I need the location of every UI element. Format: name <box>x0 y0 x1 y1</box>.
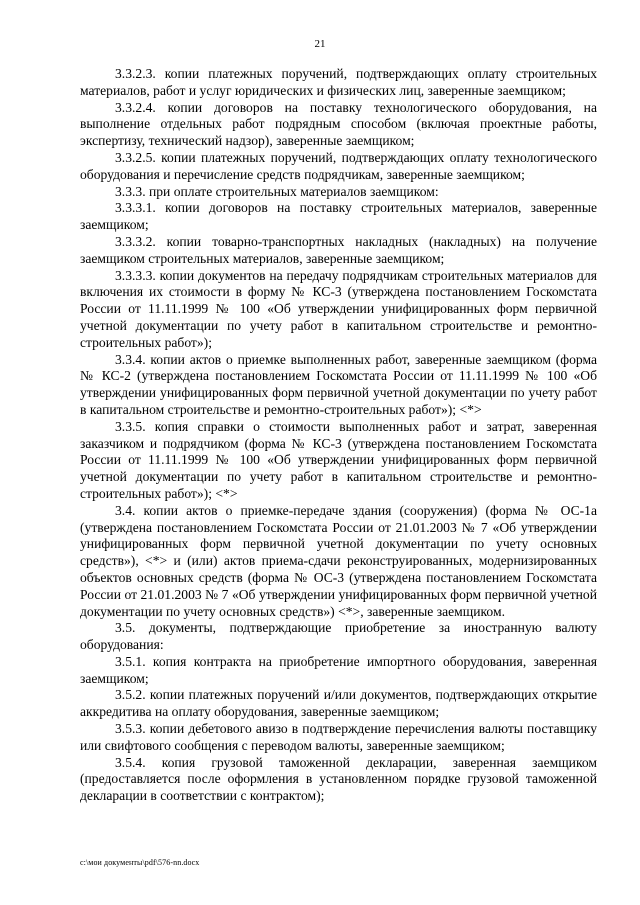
paragraph-3-3-3-2: 3.3.3.2. копии товарно-транспортных накладных (накладных) на получение заемщиком строительных материалов, заверенные заемщиком; <box>80 233 597 266</box>
paragraph-3-3-2-4: 3.3.2.4. копии договоров на поставку технологического оборудования, на выполнение отдельных работ подрядным способом (включая проектные работы, экспертизу, технический надзор), заверенные заемщиком; <box>80 99 597 149</box>
footer-file-path: c:\мои документы\pdf\576-nn.docx <box>80 858 200 867</box>
paragraph-3-5-3: 3.5.3. копии дебетового авизо в подтверждение перечисления валюты поставщику или свифтового сообщения с переводом валюты, заверенные заемщиком; <box>80 721 597 753</box>
paragraph-3-5: 3.5. документы, подтверждающие приобретение за иностранную валюту оборудования: <box>80 620 597 653</box>
paragraph-3-3-4: 3.3.4. копии актов о приемке выполненных работ, заверенные заемщиком (форма № КС-2 (утверждена постановлением Госкомстата России от 11.11.1999 № 100 «Об утверждении унифицированных форм первичной учетной документации по учету работ в капитальном строительстве и ремонтно-строительных работ»); <*> <box>80 351 597 417</box>
paragraph-3-4: 3.4. копии актов о приемке-передаче здания (сооружения) (форма № ОС-1а (утверждена постановлением Госкомстата России от 21.01.2003 № 7 «Об утверждении унифицированных форм первичной учетной документации по учету основных средств»), <*> и (или) актов приема-сдачи реконструированных, модернизированных объектов основных средств (форма № ОС-3 (утверждена постановлением Госкомстата России от 21.01.2003 № 7 «Об утверждении унифицированных форм первичной учетной документации по учету основных средств») <*>, заверенные заемщиком. <box>80 502 597 619</box>
paragraph-3-3-3: 3.3.3. при оплате строительных материалов заемщиком: <box>115 183 439 199</box>
paragraph-3-3-2-3: 3.3.2.3. копии платежных поручений, подтверждающих оплату строительных материалов, работ и услуг юридических и физических лиц, заверенные заемщиком; <box>80 66 597 98</box>
document-body <box>80 66 597 805</box>
paragraph-3-5-1: 3.5.1. копия контракта на приобретение импортного оборудования, заверенная заемщиком; <box>80 653 597 686</box>
paragraph-3-3-3-3: 3.3.3.3. копии документов на передачу подрядчикам строительных материалов для включения их стоимости в форму № КС-3 (утверждена постановлением Госкомстата России от 11.11.1999 № 100 «Об утверждении унифицированных форм первичной учетной документации по учету работ в капитальном строительстве и ремонтно-строительных работ»); <box>80 267 597 350</box>
page-number: 21 <box>314 38 326 50</box>
paragraph-3-3-3-1: 3.3.3.1. копии договоров на поставку строительных материалов, заверенные заемщиком; <box>80 200 597 233</box>
paragraph-3-5-4: 3.5.4. копия грузовой таможенной декларации, заверенная заемщиком (предоставляется после оформления в установленном порядке грузовой таможенной декларации в соответствии с контрактом); <box>80 754 597 804</box>
paragraph-3-5-2: 3.5.2. копии платежных поручений и/или документов, подтверждающих открытие аккредитива на оплату оборудования, заверенные заемщиком; <box>80 687 597 720</box>
paragraph-3-3-2-5: 3.3.2.5. копии платежных поручений, подтверждающих оплату технологического оборудования и перечисление средств подрядчикам, заверенные заемщиком; <box>80 149 597 182</box>
paragraph-3-3-5: 3.3.5. копия справки о стоимости выполненных работ и затрат, заверенная заказчиком и подрядчиком (форма № КС-3 (утверждена постановлением Госкомстата России от 11.11.1999 № 100 «Об утверждении унифицированных форм первичной учетной документации по учету работ в капитальном строительстве и ремонтно-строительных работ»); <*> <box>80 418 597 501</box>
